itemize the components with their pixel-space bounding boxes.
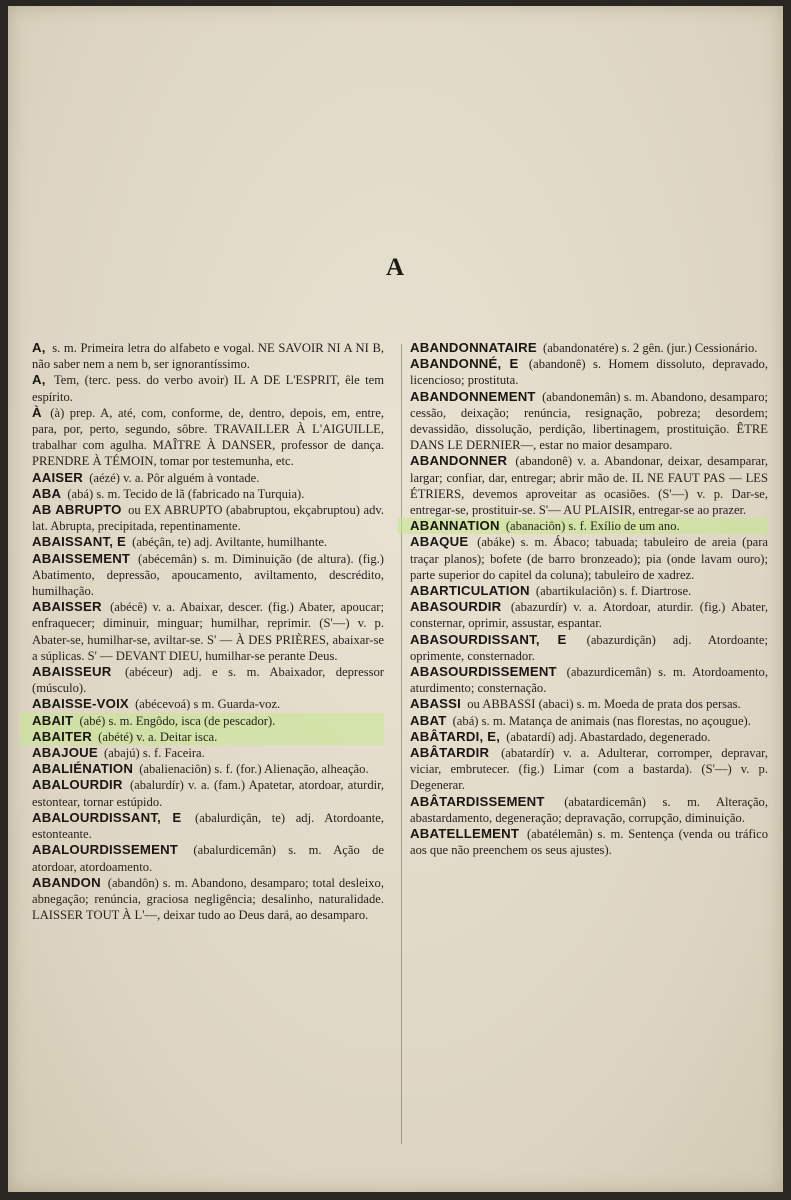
- entry-definition: (abécevoá) s m. Guarda-voz.: [135, 697, 281, 712]
- entry-headword: ABANDONNÉ, E: [410, 356, 519, 372]
- entry-headword: A,: [32, 340, 46, 355]
- dictionary-page: [8, 6, 783, 1192]
- entry-headword: ABANDONNATAIRE: [410, 340, 537, 355]
- entry-definition: (abandonê) v. a. Abandonar, deixar, desamparar, largar; confiar, dar, entregar; abrir mão de. IL NE FAUT PAS — LES ÉTRIERS, devemos aproveitar as ocasiões. (S'—) v. p. Dar-se, entregar-se, prostituir-se. S'— AU PLAISIR, entregar-se ao prazer.: [410, 454, 768, 518]
- dictionary-entry: [20, 713, 384, 729]
- entry-definition: ou EX ABRUPTO (ababruptou, ekçabruptou) adv. lat. Abrupta, precipitada, repentinamente.: [32, 503, 384, 534]
- entry-definition: (abatélemân) s. m. Sentença (venda ou tráfico aos que não preenchem os seus ajustes).: [410, 827, 768, 858]
- entry-definition: (aézé) v. a. Pôr alguém à vontade.: [89, 470, 260, 485]
- dictionary-entry: [20, 551, 384, 600]
- dictionary-entry: [398, 534, 768, 583]
- dictionary-entry: [398, 356, 768, 388]
- entry-headword: ABAISSANT, E: [32, 534, 126, 550]
- entry-definition: (abalurdiçân, te) adj. Atordoante, estonteante.: [32, 810, 385, 842]
- dictionary-entry: [398, 826, 768, 858]
- entry-headword: AB ABRUPTO: [32, 502, 122, 518]
- dictionary-entry: [398, 453, 768, 518]
- entry-definition: s. m. Primeira letra do alfabeto e vogal. NE SAVOIR NI A NI B, não saber nem a nem b, ser ignorantíssimo.: [32, 341, 384, 372]
- entry-headword: ABALOURDISSEMENT: [32, 842, 179, 858]
- entry-definition: (abanaciôn) s. f. Exílio de um ano.: [505, 519, 680, 534]
- entry-definition: (abandôn) s. m. Abandono, desamparo; total desleixo, abnegação; renúncia, graciosa negligência; desalinho, naturalidade. LAISSER TOUT À L'—, deixar tudo ao Deus dará, ao desamparo.: [32, 875, 384, 923]
- entry-headword: À: [32, 404, 42, 420]
- entry-headword: ABÂTARDI, E,: [410, 728, 501, 744]
- dictionary-entry: [398, 389, 768, 454]
- entry-headword: ABAISSER: [32, 599, 102, 615]
- entry-definition: (abatardicemân) s. m. Alteração, abastardamento, degeneração; depravação, corrupção, diminuição.: [410, 794, 768, 825]
- dictionary-entry: [20, 340, 384, 372]
- dictionary-entry: [20, 729, 384, 745]
- entry-headword: ABA: [32, 485, 62, 501]
- entry-headword: ABANDON: [32, 874, 101, 890]
- entry-definition: ou ABBASSI (abaci) s. m. Moeda de prata dos persas.: [467, 697, 741, 712]
- entry-headword: ABASOURDIR: [410, 599, 502, 615]
- dictionary-entry: [20, 486, 384, 502]
- entry-definition: (à) prep. A, até, com, conforme, de, dentro, depois, em, entre, para, por, perto, segundo, sôbre. TRAVAILLER À L'AIGUILLE, trabalhar com agulha. MAÎTRE À DANSER, professor de dança. PRENDRE À TÉMOIN, tomar por testemunha, etc.: [32, 405, 384, 469]
- entry-headword: ABARTICULATION: [410, 583, 530, 599]
- entry-headword: ABAISSEMENT: [32, 550, 131, 566]
- entry-definition: (abandonatére) s. 2 gên. (jur.) Cessionário.: [543, 341, 758, 355]
- dictionary-entry: [398, 340, 768, 356]
- dictionary-entry: [20, 696, 384, 712]
- dictionary-entry: [398, 664, 768, 696]
- dictionary-entry: [20, 664, 384, 696]
- entry-definition: (abartikulaciôn) s. f. Diartrose.: [535, 584, 692, 599]
- entry-definition: (abá) s. m. Tecido de lã (fabricado na Turquia).: [67, 486, 305, 501]
- dictionary-entry: [398, 583, 768, 599]
- entry-headword: ABASOURDISSANT, E: [410, 631, 567, 647]
- entry-headword: ABÂTARDISSEMENT: [410, 793, 545, 809]
- entry-definition: (abazurdiçân) adj. Atordoante; oprimente, consternador.: [410, 632, 768, 663]
- dictionary-entry: [398, 518, 768, 534]
- entry-headword: ABÂTARDIR: [410, 745, 490, 761]
- dictionary-entry: [20, 875, 384, 924]
- entry-definition: (abatardí) adj. Abastardado, degenerado.: [506, 729, 711, 744]
- dictionary-entry: [398, 794, 768, 826]
- entry-definition: Tem, (terc. pess. do verbo avoir) IL A DE L'ESPRIT, êle tem espírito.: [32, 373, 384, 404]
- entry-definition: (abalurdicemân) s. m. Ação de atordoar, atordoamento.: [32, 843, 384, 874]
- entry-headword: ABAITER: [32, 728, 93, 744]
- dictionary-entry: [398, 745, 768, 794]
- entry-headword: ABALOURDIR: [32, 777, 123, 793]
- dictionary-entry: [20, 599, 384, 664]
- dictionary-entry: [20, 534, 384, 550]
- entry-headword: ABAISSE-VOIX: [32, 696, 129, 712]
- dictionary-entry: [20, 502, 384, 534]
- entry-headword: ABATELLEMENT: [410, 826, 520, 842]
- entry-definition: (abá) s. m. Matança de animais (nas florestas, no açougue).: [452, 713, 751, 728]
- entry-definition: (abéceur) adj. e s. m. Abaixador, depressor (músculo).: [32, 665, 384, 696]
- entry-definition: (abandonemân) s. m. Abandono, desamparo; cessão, deixação; renúncia, resignação, pobreza; desordem; devassidão, dissolução, perdição, libertinagem, prostituição. ÊTRE DANS LE DERNIER—, estar no maior desamparo.: [410, 389, 768, 453]
- dictionary-entry: [20, 745, 384, 761]
- entry-definition: (abajú) s. f. Faceira.: [104, 746, 205, 761]
- dictionary-entry: [20, 842, 384, 874]
- entry-definition: (abazurdicemân) s. m. Atordoamento, aturdimento; consternação.: [410, 665, 768, 696]
- entry-definition: (abáke) s. m. Ábaco; tabuada; tabuleiro de areia (para traçar planos); bofete (de barro bronzeado); pia (onde lavam ouro); parte superior do capitel da coluna); tabuleiro de xadrez.: [410, 535, 768, 582]
- dictionary-entry: [20, 405, 384, 470]
- entry-headword: A,: [32, 372, 46, 388]
- entry-headword: ABANNATION: [410, 518, 500, 534]
- dictionary-entry: [20, 372, 384, 404]
- entry-headword: ABAIT: [32, 712, 74, 728]
- entry-headword: ABALOURDISSANT, E: [32, 809, 182, 825]
- dictionary-entry: [398, 729, 768, 745]
- entry-definition: (abalienaciôn) s. f. (for.) Alienação, alheação.: [139, 762, 369, 777]
- dictionary-entry: [20, 777, 384, 809]
- dictionary-entry: [20, 470, 384, 486]
- dictionary-entry: [20, 810, 384, 842]
- entry-headword: ABAQUE: [410, 534, 469, 550]
- entry-headword: ABASOURDISSEMENT: [410, 664, 557, 680]
- entry-headword: ABAT: [410, 712, 447, 728]
- section-letter: A: [385, 254, 406, 281]
- entry-headword: ABAISSEUR: [32, 664, 112, 680]
- entry-definition: (abazurdír) v. a. Atordoar, aturdir. (fig.) Abater, consternar, oprimir, assustar, espantar.: [410, 600, 768, 631]
- entry-headword: ABALIÉNATION: [32, 761, 134, 777]
- entry-definition: (abé) s. m. Engôdo, isca (de pescador).: [79, 713, 276, 728]
- entry-headword: ABASSI: [410, 696, 462, 712]
- right-column: [410, 340, 768, 859]
- entry-definition: (abandonê) s. Homem dissoluto, depravado, licencioso; prostituta.: [410, 357, 768, 388]
- entry-definition: (abécê) v. a. Abaixar, descer. (fig.) Abater, apoucar; enfraquecer; diminuir, minguar; humilhar, reprimir. (S'—) v. p. Abater-se, humilhar-se, aviltar-se. S' — À DES PRIÈRES, abaixar-se a súplicas. S' — DEVANT DIEU, humilhar-se perante Deus.: [32, 600, 384, 663]
- entry-headword: AAISER: [32, 469, 84, 485]
- dictionary-entry: [398, 599, 768, 631]
- left-column: [32, 340, 384, 923]
- dictionary-entry: [20, 761, 384, 777]
- entry-headword: ABANDONNER: [410, 453, 508, 469]
- entry-definition: (abécemân) s. m. Diminuição (de altura). (fig.) Abatimento, depressão, apoucamento, aviltamento, descrédito, humilhação.: [32, 551, 384, 599]
- entry-headword: ABAJOUE: [32, 745, 98, 761]
- entry-definition: (abatardír) v. a. Adulterar, corromper, depravar, viciar, embrutecer. (fig.) Limar (com a bastarda). (S'—) v. p. Degenerar.: [410, 746, 768, 793]
- entry-definition: (abalurdír) v. a. (fam.) Apatetar, atordoar, aturdir, estontear, tornar estúpido.: [32, 778, 384, 809]
- entry-definition: (abété) v. a. Deitar isca.: [98, 729, 218, 744]
- dictionary-entry: [398, 713, 768, 729]
- entry-headword: ABANDONNEMENT: [410, 388, 536, 404]
- dictionary-entry: [398, 696, 768, 712]
- dictionary-entry: [398, 632, 768, 664]
- entry-definition: (abéçân, te) adj. Aviltante, humilhante.: [132, 535, 328, 550]
